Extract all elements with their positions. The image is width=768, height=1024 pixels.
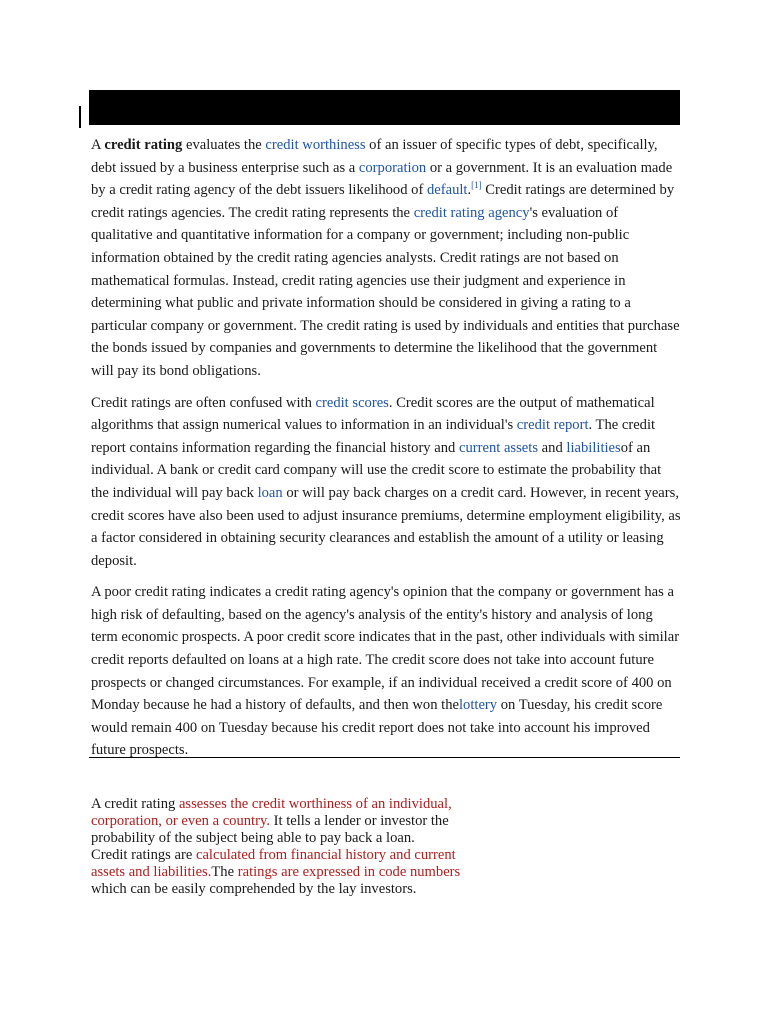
text-run: which can be easily comprehended by the lay investors. [91,881,417,897]
text-run: of an individual. A bank or credit card company will use the credit score to estimate the probability that the individual will pay back [91,439,662,501]
text-run: . [467,182,472,199]
text-run: . Credit scores are the output of mathematical algorithms that assign numerical values to information in an individual's [91,394,655,434]
redacted-header-bar [89,90,680,125]
text-run: A [91,137,105,153]
link-credit-worthiness[interactable]: credit worthiness [265,137,366,153]
text-run: on Tuesday, his credit score would remain 400 on Tuesday because his credit report does not take into account his improved future prospects. [91,697,663,759]
highlighted-text: ratings are expressed in code numbers [237,864,461,880]
link-credit-rating-agency[interactable]: credit rating agency [413,204,530,221]
link-credit-scores[interactable]: credit scores [315,394,389,411]
text-run: of an issuer of specific types of debt, specifically, debt issued by a business enterprise such as a [91,137,658,176]
article-body [91,134,681,771]
text-run: The [211,864,238,880]
reference-link-1[interactable]: [1] [471,180,482,191]
link-credit-report[interactable]: credit report [516,417,589,434]
link-current-assets[interactable]: current assets [458,439,539,456]
text-run: A poor credit rating indicates a credit rating agency's opinion that the company or government has a high risk of defaulting, based on the agency's analysis of the entity's history and analysis of long term economic prospects. A poor credit score indicates that in the past, other individuals with similar credit reports defaulted on loans at a high rate. The credit score does not take into account future prospects or changed circumstances. For example, if an individual received a credit score of 400 on Monday because he had a history of defaults, and then won the [91,584,680,714]
text-run: Credit ratings are [91,847,196,863]
highlighted-text: assesses the credit worthiness of an individual, corporation, or even a country. [91,796,452,829]
bold-term: credit rating [104,137,183,153]
link-loan[interactable]: loan [257,484,283,501]
text-run: or will pay back charges on a credit card. However, in recent years, credit scores have also been used to adjust insurance premiums, determine employment eligibility, as a factor considered in obtaining security clearances and establish the amount of a utility or leasing deposit. [91,484,681,569]
horizontal-rule [89,757,680,758]
text-run: or a government. It is an evaluation made by a credit rating agency of the debt issuers likelihood of [91,159,673,199]
text-run: . The credit report contains information regarding the financial history and [91,417,656,456]
link-lottery[interactable]: lottery [458,697,498,714]
text-run: Credit ratings are often confused with [91,394,316,411]
text-run: 's evaluation of qualitative and quantitative information for a company or government; including non-public information obtained by the credit rating agencies analysts. Credit ratings are not based on mathematical formulas. Instead, credit rating agencies use their judgment and experience in determining what public and private information should be considered in giving a rating to a particular company or government. The credit rating is used by individuals and entities that purchase the bonds issued by companies and governments to determine the likelihood that the government will pay its bond obligations. [91,204,680,379]
summary-paragraph-2 [91,847,491,898]
text-run: and [538,439,567,456]
text-run: It tells a lender or investor the probability of the subject being able to pay back a loan. [91,813,449,846]
paragraph-poor-credit-rating [91,581,681,762]
text-cursor [79,106,81,128]
link-liabilities[interactable]: liabilities [566,439,621,456]
paragraph-credit-scores [91,392,681,573]
link-corporation[interactable]: corporation [358,159,427,176]
text-run: evaluates the [182,137,266,153]
summary-paragraph-1 [91,796,491,847]
summary-notes [91,796,491,898]
link-default[interactable]: default [426,182,468,199]
paragraph-credit-rating-definition [91,134,681,383]
text-run: Credit ratings are determined by credit ratings agencies. The credit rating represents the [91,182,675,221]
text-run: A credit rating [91,796,179,812]
highlighted-text: calculated from financial history and current assets and liabilities. [91,847,456,880]
